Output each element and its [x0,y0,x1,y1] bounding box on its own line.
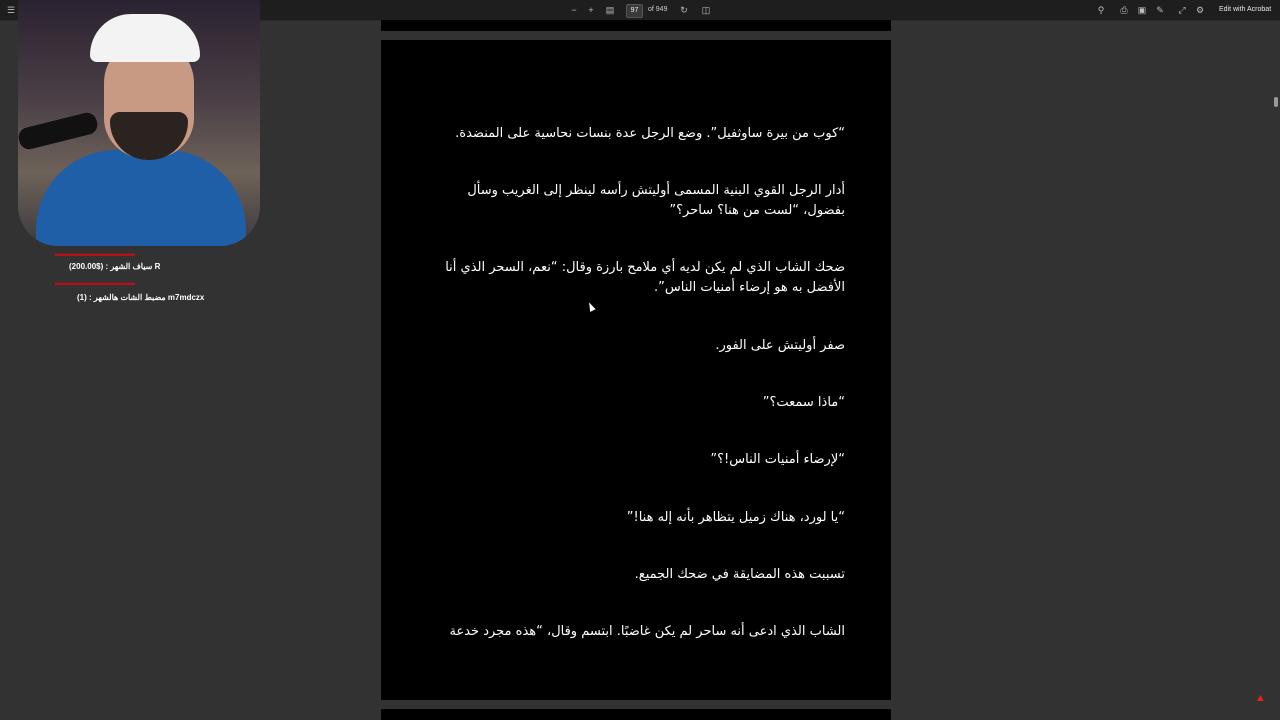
rotate-icon[interactable]: ↻ [680,5,688,15]
paragraph-8: تسببت هذه المضايقة في ضحك الجميع. [634,567,845,582]
scrollbar-thumb[interactable] [1274,97,1278,107]
paragraph-5: “ماذا سمعت؟” [762,395,845,410]
streamer-cap [90,14,200,62]
settings-icon[interactable]: ⚙ [1195,5,1205,15]
overlay-chat-moderator: مضبط الشات هالشهر : (1) m7mdczx [77,293,205,302]
paragraph-1: “كوب من بيرة ساوثفيل”. وضع الرجل عدة بنسات نحاسية على المنضدة. [455,126,845,141]
expand-icon[interactable]: ⤢ [1178,5,1186,15]
page-total: of 949 [648,6,668,13]
next-page-edge [381,709,891,720]
paragraph-2: أدار الرجل القوي البنية المسمى أوليتش رأسه لينظر إلى الغريب وسأل بفضول، “لست من هنا؟ ساحر؟” [467,183,845,218]
paragraph-7: “يا لورد، هناك زميل يتظاهر بأنه إله هنا!” [626,510,845,525]
overlay-red-bar-2: ▬▬▬▬▬▬▬▬▬▬ [55,278,135,287]
fit-page-icon[interactable]: ▤ [605,5,615,15]
page-number-input[interactable]: 97 [626,4,643,18]
paragraph-4: صفر أوليتش على الفور. [715,338,845,353]
paragraph-6: “لإرضاء أمنيات الناس!؟” [710,452,845,467]
zoom-in-icon[interactable]: + [588,5,594,15]
edit-with-acrobat-button[interactable]: Edit with Acrobat [1219,6,1272,13]
previous-page-edge [381,20,891,31]
sign-icon[interactable]: ✎ [1156,5,1164,15]
save-icon[interactable]: ▣ [1137,5,1147,15]
overlay-red-bar-1: ▬▬▬▬▬▬▬▬▬▬ [55,249,135,258]
streamer-hoodie [36,150,246,246]
page-view-icon[interactable]: ◫ [701,5,711,15]
acrobat-logo-icon[interactable]: ▲ [1255,692,1266,704]
print-icon[interactable]: ⎙ [1120,5,1128,15]
paragraph-3: ضحك الشاب الذي لم يكن لديه أي ملامح بارزة وقال: “نعم، السحر الذي أنا الأفضل به هو إرضاء أمنيات الناس”. [445,260,845,295]
microphone-shape [18,111,99,152]
overlay-month-donor: سياف الشهر : ($200.00) R [69,262,161,271]
search-icon[interactable]: ⚲ [1097,5,1105,15]
paragraph-9: الشاب الذي ادعى أنه ساحر لم يكن غاضبًا. ابتسم وقال، “هذه مجرد خدعة [449,624,845,639]
list-icon[interactable]: ☰ [6,5,16,15]
webcam-overlay [18,0,260,246]
zoom-out-icon[interactable]: − [571,5,577,15]
